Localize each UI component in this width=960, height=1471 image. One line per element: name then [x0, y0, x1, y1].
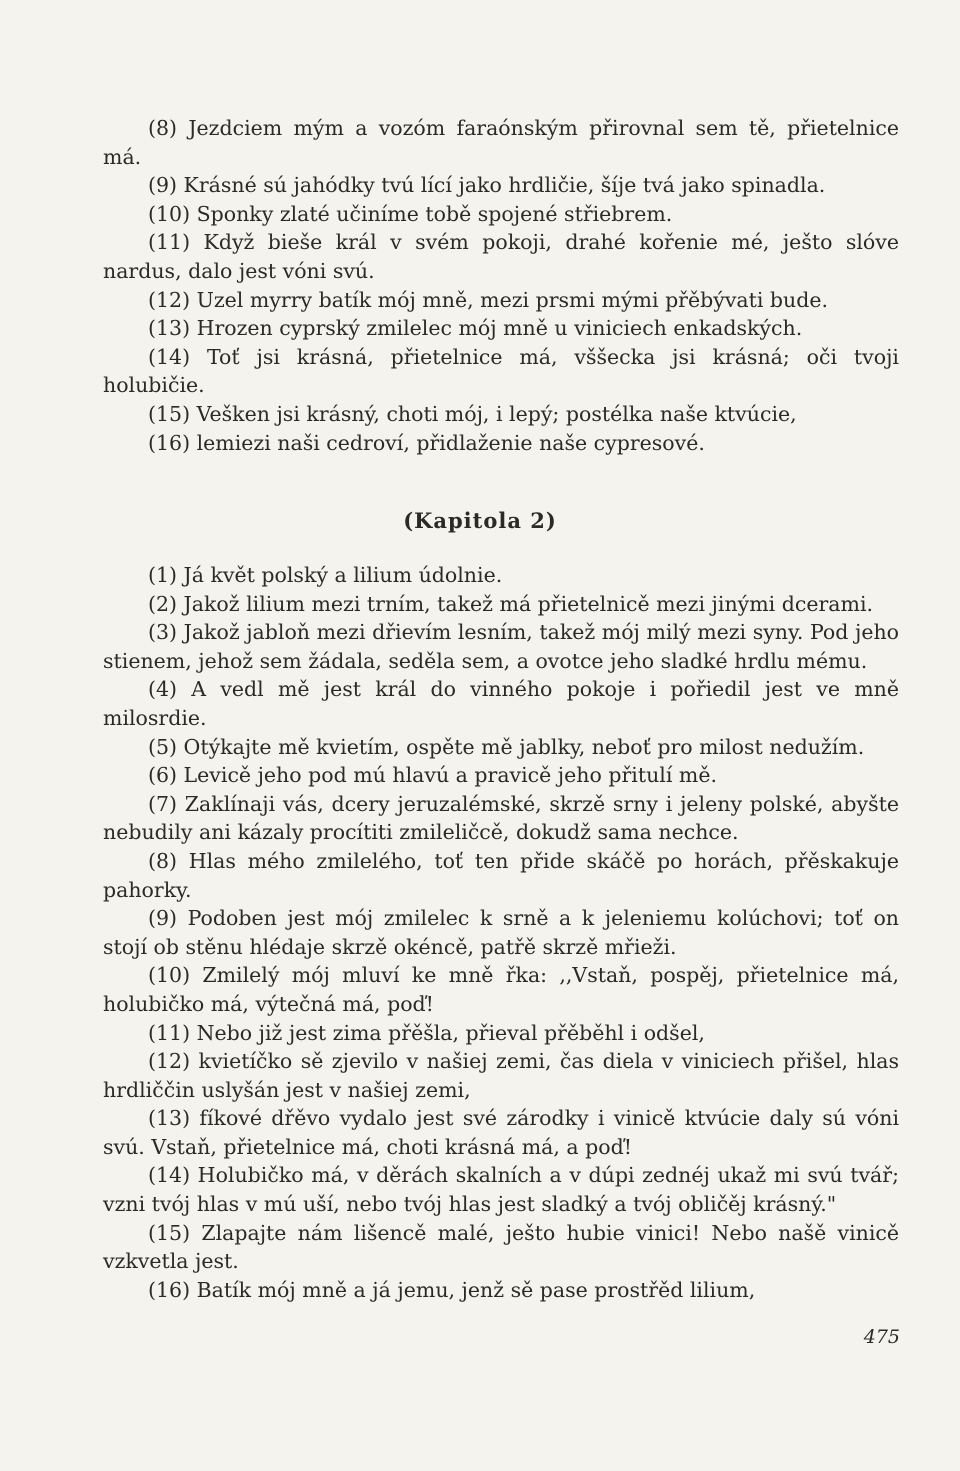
- page-number: 475: [863, 1326, 900, 1348]
- verse-paragraph: (7) Zaklínaji vás, dcery jeruzalémské, skrzě srny i jeleny polské, abyšte nebudily ani kázaly procítiti zmileličcě, dokudž sama nechce.: [103, 791, 899, 845]
- verse-paragraph: (13) fíkové dřěvo vydalo jest své zárodky i vinicě ktvúcie daly sú vóni svú. Vstaň, přietelnice má, choti krásná má, a poď!: [103, 1106, 899, 1159]
- verse-paragraph: (10) Sponky zlaté učiníme tobě spojené střiebrem.: [148, 201, 673, 226]
- verse-paragraph: (15) Zlapajte nám lišencě malé, ješto hubie vinici! Nebo našě vinicě vzkvetla jest.: [103, 1220, 899, 1274]
- verse-paragraph: (11) Nebo již jest zima přěšla, přieval přěběhl i odšel,: [148, 1020, 705, 1045]
- verse-paragraph: (5) Otýkajte mě kvietím, ospěte mě jablky, neboť pro milost nedužím.: [148, 734, 865, 759]
- verse-paragraph: (9) Krásné sú jahódky tvú lící jako hrdličie, šíje tvá jako spinadla.: [148, 173, 826, 198]
- verse-paragraph: (12) Uzel myrry batík mój mně, mezi prsmi mými přěbývati bude.: [148, 287, 829, 312]
- verse-paragraph: (1) Já květ polský a lilium údolnie.: [148, 563, 503, 587]
- verse-paragraph: (13) Hrozen cyprský zmilelec mój mně u viniciech enkadských.: [148, 316, 803, 341]
- verse-paragraph: (12) kvietíčko sě zjevilo v našiej zemi, čas diela v viniciech přišel, hlas hrdliččin uslyšán jest v našiej zemi,: [103, 1049, 899, 1102]
- verse-paragraph: (16) lemiezi naši cedroví, přidlaženie naše cypresové.: [148, 430, 705, 455]
- verse-block-chapter-1: [103, 114, 899, 457]
- verse-paragraph: (8) Jezdciem mým a vozóm faraónským přirovnal sem tě, přietelnice má.: [103, 116, 899, 169]
- verse-paragraph: (15) Vešken jsi krásný, choti mój, i lepý; postélka naše ktvúcie,: [148, 401, 797, 426]
- verse-paragraph: (4) A vedl mě jest král do vinného pokoje i pořiedil jest ve mně milosrdie.: [103, 677, 899, 730]
- verse-paragraph: (11) Když bieše král v svém pokoji, drahé kořenie mé, ješto slóve nardus, dalo jest vóni svú.: [103, 230, 899, 283]
- chapter-heading: (Kapitola 2): [403, 508, 557, 533]
- verse-block-chapter-2: [103, 561, 899, 1304]
- verse-paragraph: (14) Toť jsi krásná, přietelnice má, vššecka jsi krásná; oči tvoji holubičie.: [103, 344, 899, 398]
- verse-paragraph: (8) Hlas mého zmilelého, toť ten přide skáčě po horách, přěskakuje pahorky.: [103, 848, 899, 902]
- verse-paragraph: (16) Batík mój mně a já jemu, jenž sě pase prostřěd lilium,: [148, 1277, 756, 1302]
- verse-paragraph: (9) Podoben jest mój zmilelec k srně a k jeleniemu kolúchovi; toť on stojí ob stěnu hlédaje skrzě okéncě, patřě skrzě mřieži.: [103, 906, 899, 959]
- verse-paragraph: (6) Levicě jeho pod mú hlavú a pravicě jeho přitulí mě.: [148, 763, 717, 788]
- verse-paragraph: (10) Zmilelý mój mluví ke mně řka: ,,Vstaň, pospěj, přietelnice má, holubičko má, výtečná má, poď!: [103, 963, 899, 1016]
- verse-paragraph: (14) Holubičko má, v děrách skalních a v dúpi zednéj ukaž mi svú tvář; vzni tvój hlas v mú uší, nebo tvój hlas jest sladký a tvój obličěj krásný.": [103, 1163, 899, 1217]
- verse-paragraph: (3) Jakož jabloň mezi dřievím lesním, takež mój milý mezi syny. Pod jeho stienem, jehož sem žádala, seděla sem, a ovotce jeho sladké hrdlu mému.: [103, 620, 899, 673]
- verse-paragraph: (2) Jakož lilium mezi trním, takež má přietelnicě mezi jinými dcerami.: [148, 591, 874, 616]
